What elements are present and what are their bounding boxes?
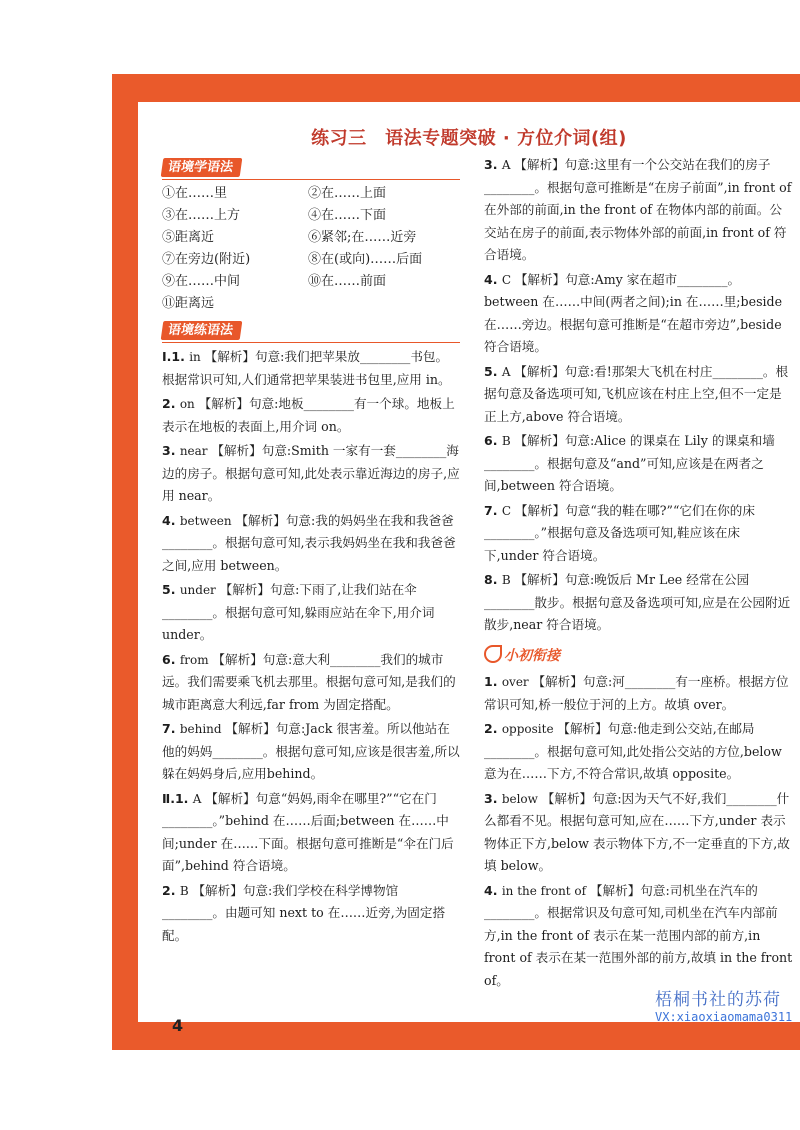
- vocab-item: ⑧在(或向)……后面: [308, 252, 423, 267]
- entry-number: 8.: [484, 572, 502, 587]
- bridge-icon: [484, 645, 502, 663]
- entry-number: 2.: [162, 396, 180, 411]
- vocab-item: ⑥紧邻;在……近旁: [308, 230, 417, 245]
- entry-answer: from: [179, 652, 213, 667]
- entry-number: 1.: [484, 674, 502, 689]
- section-label-context: 语境学语法: [161, 158, 243, 177]
- entry-explanation: 【解析】句意:Amy 家在超市________。between 在……中间(两者之间);in 在……里;beside 在……旁边。根据句意可推断是“在超市旁边”,beside 符合语境。: [484, 271, 783, 354]
- right-column: [484, 154, 794, 994]
- section-context-header: [162, 156, 460, 180]
- entry-explanation: 【解析】句意:这里有一个公交站在我们的房子________。根据句意可推断是“在房子前面”,in front of 在外部的前面,in the front of 在物体内部的前面。公交站在房子的前面,表示物体外部的前面,in front of 符合语境。: [484, 157, 792, 262]
- answer-entry: [484, 269, 794, 359]
- answer-entry: [162, 649, 460, 717]
- watermark-line2: VX:xiaoxiaomama0311: [655, 1010, 793, 1024]
- entry-explanation: 【解析】句意:我们学校在科学博物馆________。由题可知 next to 在……近旁,为固定搭配。: [162, 882, 446, 943]
- entry-answer: B: [179, 883, 193, 898]
- entry-explanation: 【解析】句意:司机坐在汽车的________。根据常识及句意可知,司机坐在汽车内部前方,in the front of 表示在某一范围内部的前方,in front of 表示在某一范围外部的前方,故填 in the front of。: [484, 882, 793, 988]
- entry-answer: under: [179, 583, 220, 597]
- entry-explanation: 【解析】句意:他走到公交站,在邮局________。根据句意可知,此处指公交站的方位,below 意为在……下方,不符合常识,故填 opposite。: [484, 721, 782, 781]
- answer-entry: [162, 346, 460, 391]
- entry-number: 3.: [484, 157, 502, 172]
- entry-explanation: 【解析】句意:下雨了,让我们站在伞________。根据句意可知,躲雨应站在伞下,用介词 under。: [162, 582, 435, 642]
- section-practice-header: [162, 319, 460, 343]
- entry-number: 3.: [484, 790, 502, 806]
- entry-explanation: 【解析】句意“我的鞋在哪?”“它们在你的床________。”根据句意及备选项可知,鞋应该在床下,under 符合语境。: [484, 502, 755, 563]
- entry-number: 4.: [484, 271, 502, 287]
- entry-number: 2.: [162, 882, 180, 898]
- section-label-bridge: 小初衔接: [504, 647, 560, 664]
- entry-explanation: 【解析】句意:意大利________我们的城市远。我们需要乘飞机去那里。根据句意可知,是我们的城市距离意大利远,far from 为固定搭配。: [162, 651, 456, 712]
- entry-explanation: 【解析】句意:看!那架大飞机在村庄________。根据句意及备选项可知,飞机应该在村庄上空,但不一定是正上方,above 符合语境。: [484, 363, 789, 424]
- answer-entry: [484, 788, 794, 878]
- answer-entry: [162, 718, 460, 786]
- entry-answer: A: [192, 791, 206, 806]
- entry-explanation: 【解析】句意:地板________有一个球。地板上表示在地板的表面上,用介词 on。: [162, 396, 455, 434]
- answer-entry: [162, 788, 460, 878]
- entry-explanation: 【解析】句意:河________有一座桥。根据方位常识可知,桥一般位于河的上方。故填 over。: [484, 674, 789, 712]
- page-number: 4: [172, 1016, 184, 1035]
- entry-number: Ⅱ.1.: [162, 790, 193, 806]
- entry-answer: on: [179, 397, 199, 411]
- entry-number: 7.: [484, 502, 502, 518]
- vocab-item: ①在……里: [162, 186, 228, 201]
- entry-answer: below: [501, 791, 542, 806]
- entry-answer: B: [501, 434, 515, 448]
- entry-answer: opposite: [501, 722, 558, 736]
- entry-number: 5.: [484, 363, 502, 379]
- vocab-item: ⑨在……中间: [162, 274, 241, 289]
- practice-entries-left: [162, 346, 460, 947]
- vocab-item: ②在……上面: [308, 186, 387, 201]
- entry-number: 2.: [484, 721, 502, 736]
- entry-number: 6.: [162, 651, 180, 667]
- answer-entry: [484, 154, 794, 267]
- entry-explanation: 【解析】句意:我的妈妈坐在我和我爸爸________。根据句意可知,表示我妈妈坐在我和我爸爸之间,应用 between。: [162, 512, 456, 573]
- entry-number: 4.: [162, 512, 180, 528]
- page-sheet: [138, 102, 800, 1022]
- entry-explanation: 【解析】句意:Smith 一家有一套________海边的房子。根据句意可知,此处表示靠近海边的房子,应用 near。: [162, 443, 460, 503]
- answer-entry: [484, 430, 794, 498]
- entry-answer: A: [501, 158, 515, 172]
- entry-number: 6.: [484, 433, 502, 448]
- vocab-grid: [162, 183, 460, 315]
- entry-answer: C: [501, 503, 515, 518]
- answer-entry: [484, 569, 794, 637]
- entry-explanation: 【解析】句意“妈妈,雨伞在哪里?”“它在门________。”behind 在……后面;between 在……中间;under 在……下面。根据句意可推断是“伞在门后面”,behind 符合语境。: [162, 790, 454, 873]
- entry-answer: C: [501, 272, 515, 287]
- entry-answer: in: [189, 350, 205, 364]
- entry-explanation: 【解析】句意:晚饭后 Mr Lee 经常在公园________散步。根据句意及备选项可知,应是在公园附近散步,near 符合语境。: [484, 572, 791, 632]
- entry-answer: in the front of: [501, 883, 590, 898]
- answer-entry: [162, 579, 460, 647]
- answer-entry: [484, 500, 794, 568]
- entry-explanation: 【解析】句意:Jack 很害羞。所以他站在他的妈妈________。根据句意可知,应该是很害羞,所以躲在妈妈身后,应用behind。: [162, 721, 460, 781]
- vocab-item: ⑩在……前面: [308, 274, 387, 289]
- vocab-item: ⑪距离远: [162, 296, 215, 311]
- answer-entry: [484, 880, 794, 993]
- vocab-item: ③在……上方: [162, 208, 241, 223]
- page-title: 练习三 语法专题突破 · 方位介词(组): [311, 128, 627, 149]
- entry-explanation: 【解析】句意:我们把苹果放________书包。根据常识可知,人们通常把苹果装进书包里,应用 in。: [162, 349, 451, 387]
- answer-entry: [162, 510, 460, 578]
- section-label-practice: 语境练语法: [161, 321, 243, 340]
- section-bridge-header: [484, 645, 560, 668]
- entry-number: 3.: [162, 443, 180, 458]
- vocab-item: ⑦在旁边(附近): [162, 252, 251, 267]
- vocab-item: ⑤距离近: [162, 230, 215, 245]
- entry-number: 7.: [162, 721, 180, 736]
- left-column: [162, 156, 460, 949]
- answer-entry: [484, 718, 794, 786]
- bridge-entries: [484, 671, 794, 992]
- answer-entry: [162, 440, 460, 508]
- answer-entry: [484, 671, 794, 716]
- practice-entries-right: [484, 154, 794, 637]
- entry-number: 4.: [484, 882, 502, 898]
- entry-explanation: 【解析】句意:因为天气不好,我们________什么都看不见。根据句意可知,应在……下方,under 表示物体正下方,below 表示物体下方,不一定垂直的下方,故填 below。: [484, 790, 790, 873]
- watermark-line1: 梧桐书社的苏荷: [655, 990, 781, 1010]
- entry-answer: B: [501, 573, 515, 587]
- entry-explanation: 【解析】句意:Alice 的课桌在 Lily 的课桌和墙________。根据句意及“and”可知,应该是在两者之间,between 符合语境。: [484, 433, 775, 493]
- entry-answer: over: [501, 675, 533, 689]
- entry-answer: A: [501, 364, 515, 379]
- entry-answer: behind: [179, 722, 226, 736]
- entry-answer: near: [179, 444, 212, 458]
- answer-entry: [484, 361, 794, 429]
- answer-entry: [162, 393, 460, 438]
- vocab-item: ④在……下面: [308, 208, 387, 223]
- answer-entry: [162, 880, 460, 948]
- entry-number: Ⅰ.1.: [162, 349, 190, 364]
- entry-number: 5.: [162, 582, 180, 597]
- entry-answer: between: [179, 513, 236, 528]
